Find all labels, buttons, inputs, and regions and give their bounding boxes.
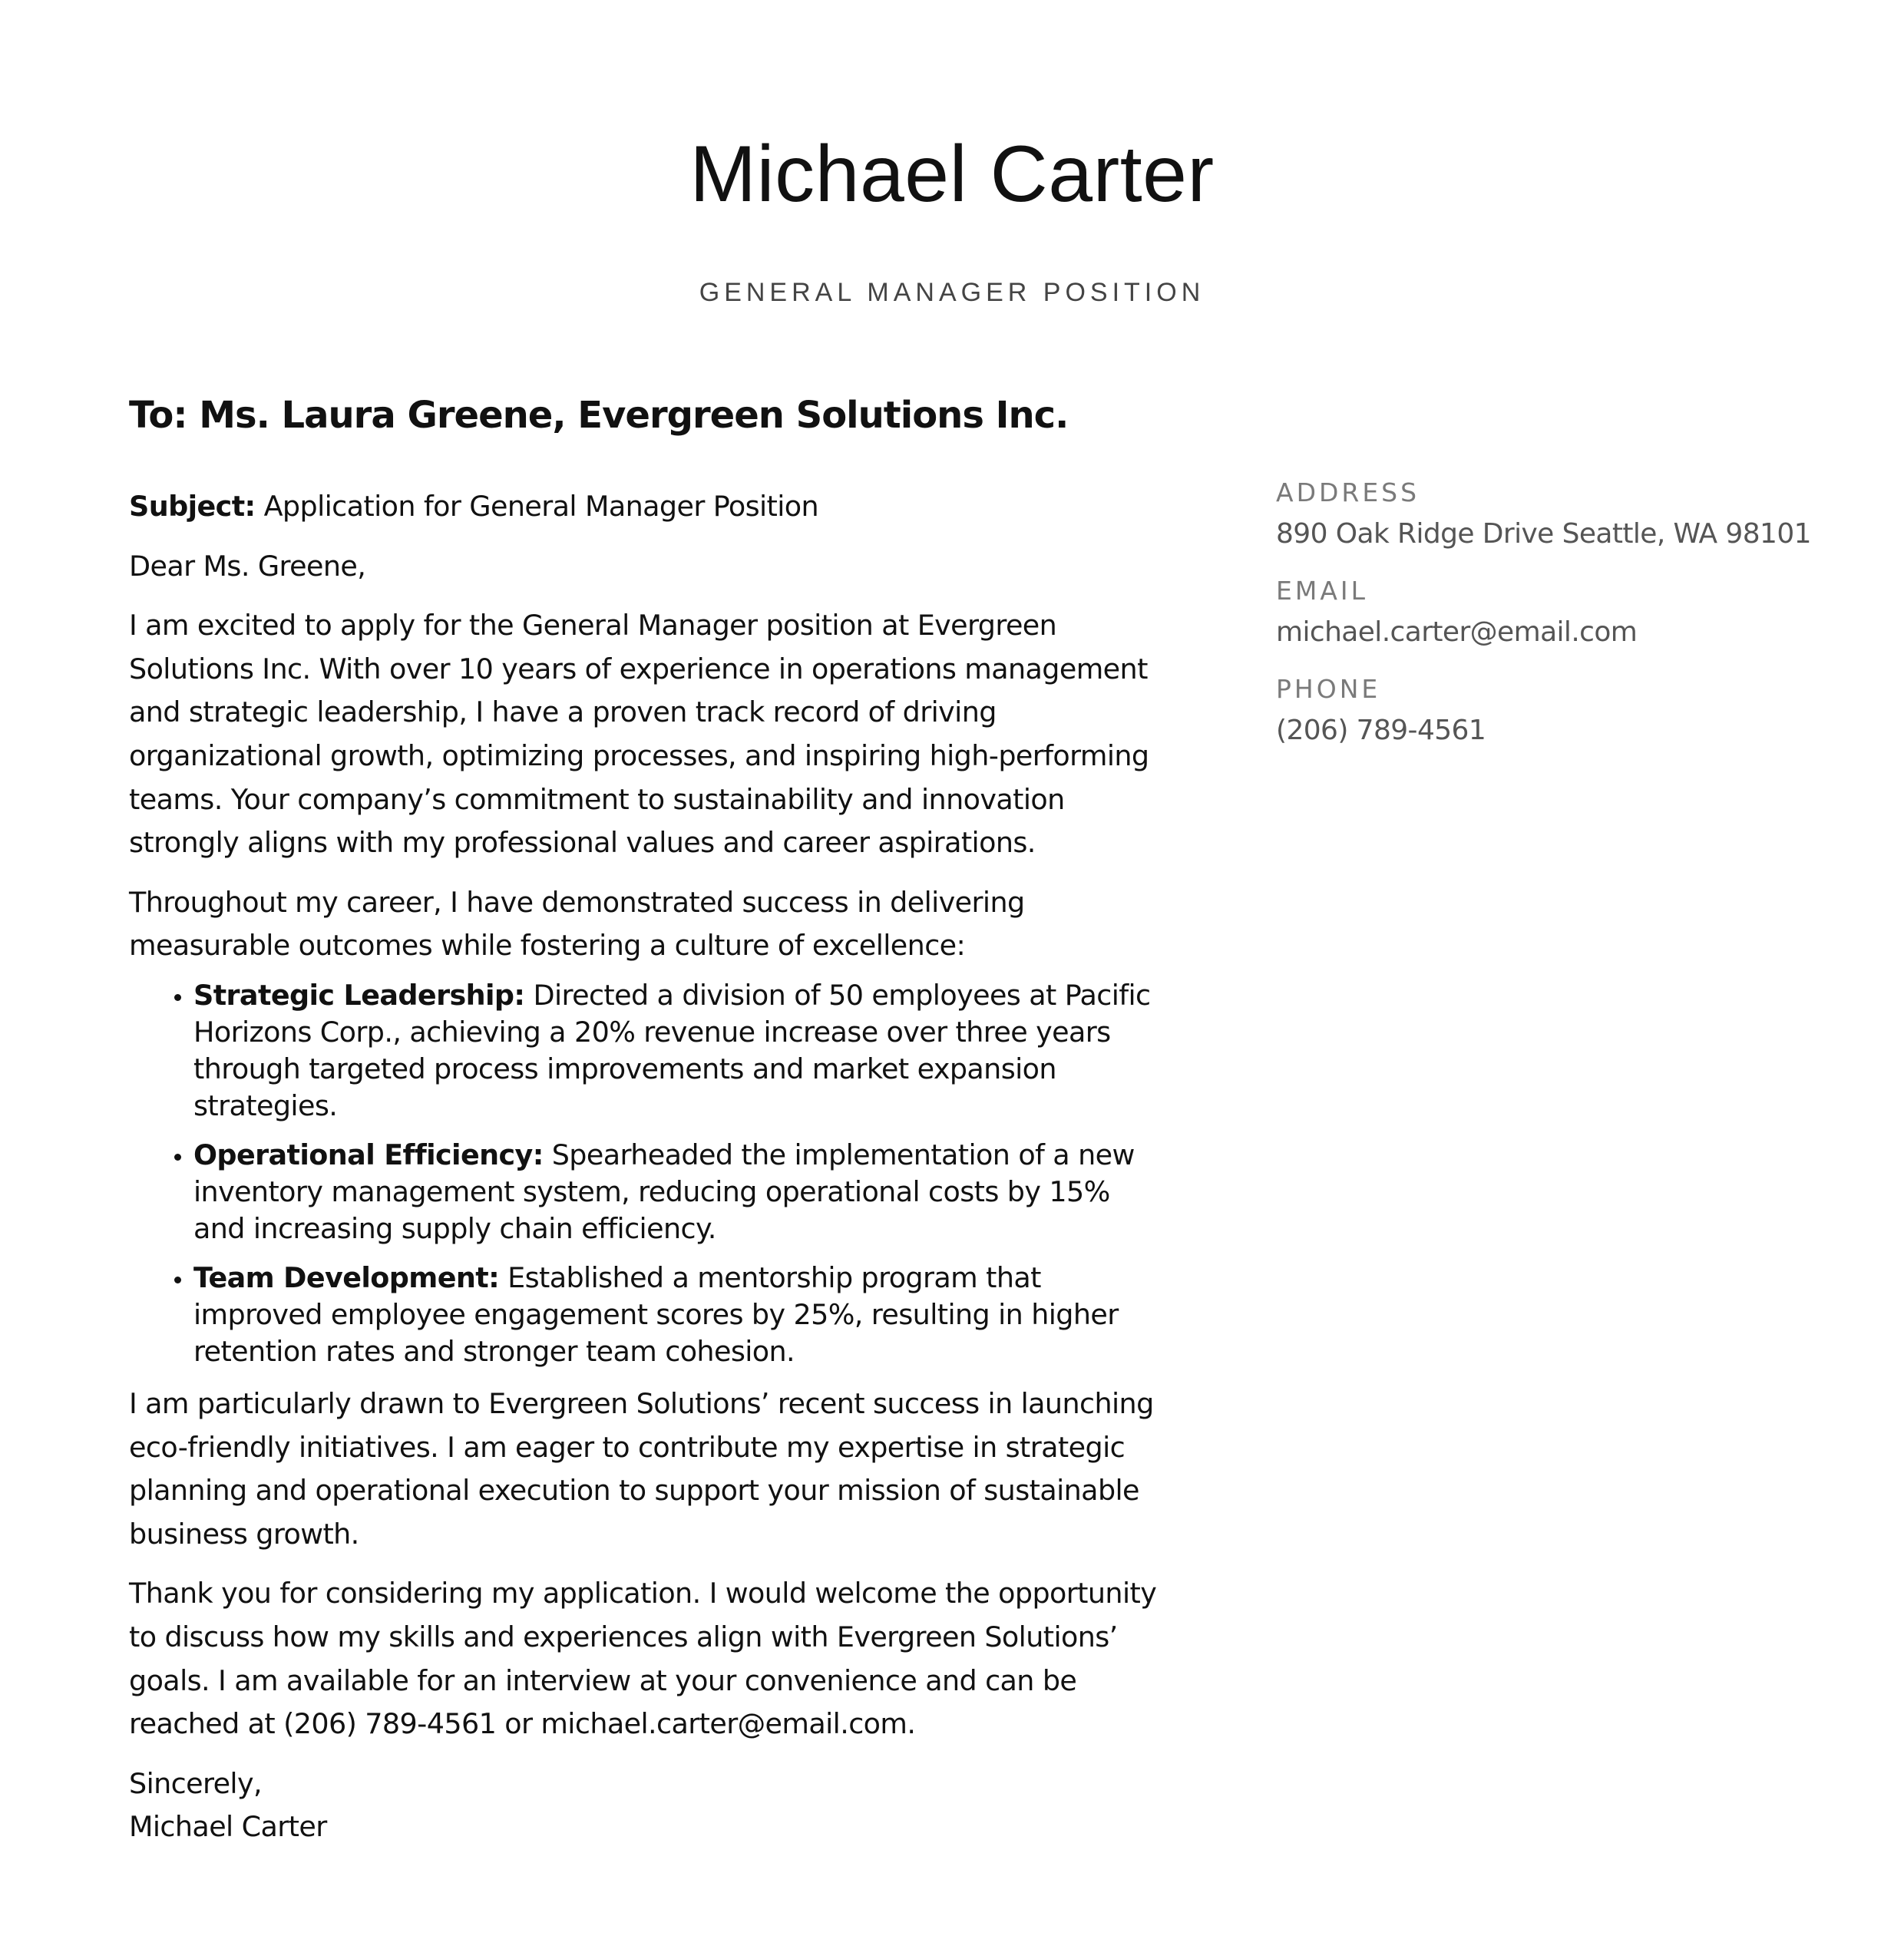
address-value: 890 Oak Ridge Drive Seattle, WA 98101 (1276, 518, 1811, 550)
bullet-text: Established a mentorship program that improved employee engagement scores by 25%, resulting in higher retention rates and stronger team cohesion. (193, 1260, 1119, 1368)
address-block (1276, 474, 1859, 557)
bullet-text: Directed a division of 50 employees at Pacific Horizons Corp., achieving a 20% revenue increase over three years through targeted process improvements and market expansion strategies. (193, 978, 1151, 1122)
paragraph-thanks: Thank you for considering my application. I would welcome the opportunity to discuss how my skills and experiences align with Evergreen Solutions’ goals. I am available for an interview at your convenience and can be reached at (206) 789-4561 or michael.carter@email.com. (129, 1577, 1157, 1741)
bullet-text: Spearheaded the implementation of a new inventory management system, reducing operational costs by 15% and increasing supply chain efficiency. (193, 1138, 1135, 1245)
paragraph-intro: I am excited to apply for the General Manager position at Evergreen Solutions Inc. With over 10 years of experience in operations management and strategic leadership, I have a proven track record of driving organizational growth, optimizing processes, and inspiring high-performing teams. Your company’s commitment to sustainability and innovation strongly aligns with my professional values and career aspirations. (129, 609, 1149, 860)
email-value[interactable]: michael.carter@email.com (1276, 616, 1638, 648)
salutation: Dear Ms. Greene, (129, 549, 366, 583)
bullet-label: Team Development: (193, 1260, 500, 1294)
bullet-label: Operational Efficiency: (193, 1138, 544, 1171)
subject-text: Application for General Manager Position (255, 490, 819, 523)
subject-line (129, 485, 1165, 529)
list-item (193, 1137, 1165, 1247)
subject-label: Subject: (129, 490, 256, 523)
bullet-label: Strategic Leadership: (193, 978, 525, 1012)
list-item (193, 977, 1165, 1125)
recipient-heading: To: Ms. Laura Greene, Evergreen Solutions Inc. (129, 394, 1069, 437)
letter-body (129, 485, 1165, 1849)
applicant-name: Michael Carter (689, 130, 1215, 219)
achievements-list (129, 977, 1165, 1370)
phone-label: PHONE (1276, 674, 1381, 704)
phone-value[interactable]: (206) 789-4561 (1276, 715, 1486, 746)
contact-sidebar (1276, 474, 1859, 769)
email-label: EMAIL (1276, 576, 1369, 606)
position-title: GENERAL MANAGER POSITION (699, 278, 1205, 307)
paragraph-interest: I am particularly drawn to Evergreen Solutions’ recent success in launching eco-friendly initiatives. I am eager to contribute my expertise in strategic planning and operational execution to support your mission of sustainable business growth. (129, 1386, 1154, 1551)
closing-block (129, 1762, 1165, 1849)
signature: Michael Carter (129, 1810, 327, 1844)
list-item (193, 1260, 1165, 1370)
paragraph-career: Throughout my career, I have demonstrated success in delivering measurable outcomes while fostering a culture of excellence: (129, 885, 1025, 963)
phone-block (1276, 671, 1859, 754)
email-block (1276, 573, 1859, 656)
address-label: ADDRESS (1276, 477, 1420, 507)
closing-phrase: Sincerely, (129, 1766, 262, 1800)
